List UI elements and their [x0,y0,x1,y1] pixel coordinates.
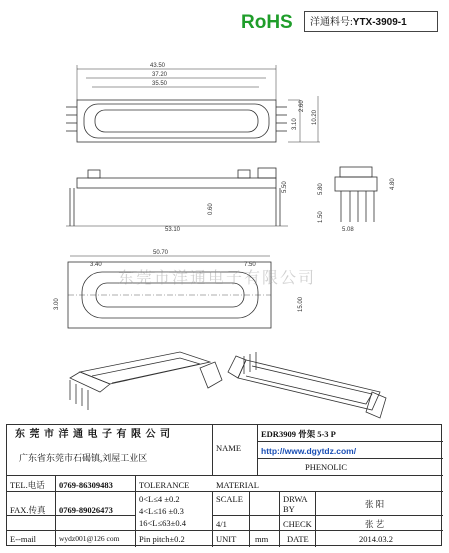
part-number-label: 洋通料号: [310,17,353,28]
tolerance-row-4: Pin pitch±0.2 [139,534,185,544]
title-block [6,424,442,546]
fax-label: FAX.传真 [10,505,46,515]
dim-k: 53.10 [165,227,181,233]
divider [7,475,443,476]
material-value: PHENOLIC [305,462,348,472]
dim-r: 15.00 [298,296,304,312]
drawn-by-label: DRWA BY [283,494,308,515]
divider [257,441,443,442]
divider [212,515,443,516]
name-label: NAME [216,443,242,453]
rohs-mark: RoHS [241,12,293,33]
company-address: 广东省东莞市石碣镇,刘屋工业区 [19,453,148,463]
fax-value: 0769-89026473 [59,505,113,515]
divider [315,491,316,547]
dim-c: 35.50 [152,81,168,87]
date-value: 2014.03.2 [359,534,393,544]
dim-h: 5.80 [318,183,324,195]
date-label: DATE [287,534,309,544]
unit-value: mm [255,534,269,544]
scale-label: SCALE [216,494,243,504]
tel-label: TEL.电话 [10,480,45,490]
email-label: E--mail [10,534,36,544]
drawn-by-value: 张 阳 [365,499,385,509]
dim-m: 5.08 [342,227,354,233]
isometric-view-right [228,352,386,418]
tolerance-row-2: 4<L≤16 ±0.3 [139,506,184,516]
name-value: EDR3909 骨架 5-3 P [261,429,336,439]
divider [7,530,443,531]
check-value: 张 艺 [365,519,385,529]
divider [7,491,443,492]
divider [279,491,280,547]
isometric-view-left [70,352,222,410]
check-label: CHECK [283,519,312,529]
divider [249,491,250,547]
unit-label: UNIT [216,534,237,544]
dim-b: 37.20 [152,72,168,78]
scale-value: 4/1 [216,519,227,529]
dim-j: 0.60 [208,203,214,215]
front-view [66,168,288,233]
technical-drawing [0,40,449,425]
watermark-text: 东莞市洋通电子有限公司 [118,270,317,287]
bottom-view [54,250,304,328]
dim-l: 1.50 [318,211,324,223]
email-value: wydz001@126 com [59,534,120,543]
divider [257,425,258,475]
divider [135,475,136,547]
dim-e: 2.60 [299,100,305,112]
dim-i: 4.80 [390,178,396,190]
material-label: MATERIAL [216,480,259,490]
tolerance-row-1: 0<L≤4 ±0.2 [139,494,180,504]
divider [212,425,213,475]
divider [257,458,443,459]
part-number-value: YTX-3909-1 [352,17,407,28]
dim-p: 7.50 [244,262,256,268]
company-name: 东 莞 市 洋 通 电 子 有 限 公 司 [15,429,171,440]
dim-o: 3.40 [90,262,102,268]
part-number-box [304,11,438,32]
dim-g: 5.50 [282,181,288,193]
side-view [318,167,396,233]
tolerance-row-3: 16<L≤63±0.4 [139,518,186,528]
dim-q: 3.00 [54,298,60,310]
website-link[interactable]: http://www.dgytdz.com/ [261,446,357,456]
tolerance-label: TOLERANCE [139,480,190,490]
tel-value: 0769-86309483 [59,480,113,490]
dim-d: 3.10 [292,118,298,130]
top-view [66,63,320,142]
dim-n: 50.70 [153,250,169,256]
divider [55,475,56,547]
dim-a: 43.50 [150,63,166,69]
dim-f: 10.20 [312,109,318,125]
divider [212,491,213,547]
